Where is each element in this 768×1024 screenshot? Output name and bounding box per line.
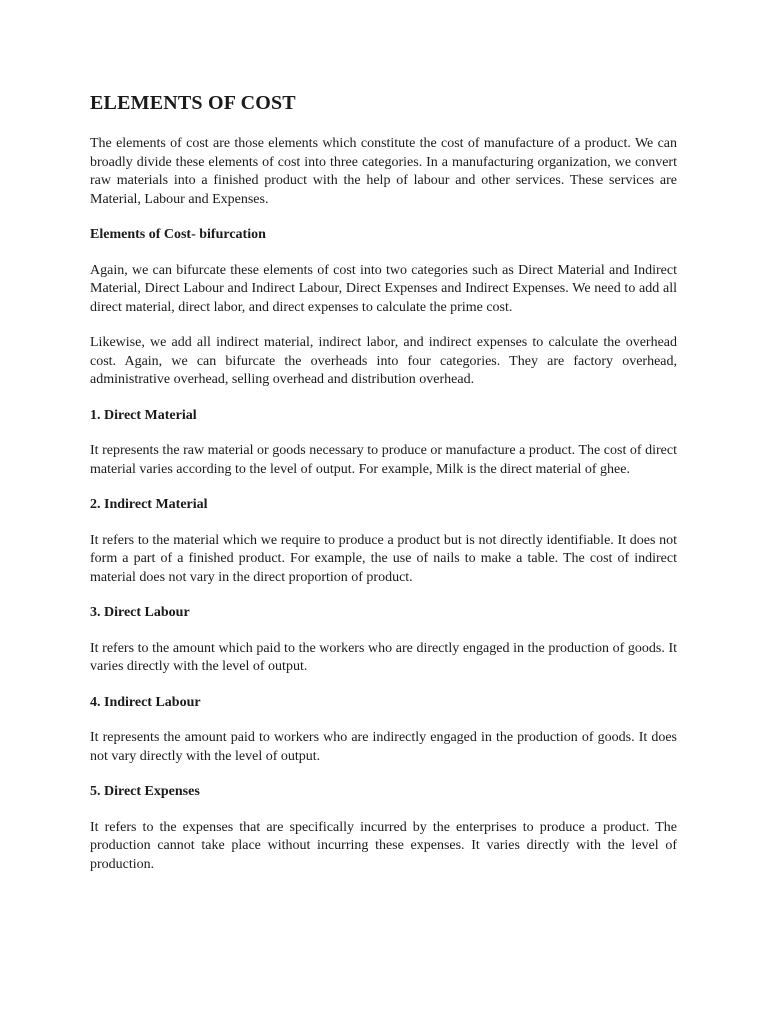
section-direct-material: [90, 407, 677, 480]
section-heading: 5. Direct Expenses: [90, 784, 200, 799]
section-direct-expenses: [90, 783, 677, 874]
section-direct-labour: [90, 604, 677, 677]
section-indirect-labour: [90, 694, 677, 767]
document-page: [90, 92, 677, 891]
section-heading: 3. Direct Labour: [90, 605, 190, 620]
document-title: ELEMENTS OF COST: [90, 92, 296, 114]
section-indirect-material: [90, 496, 677, 587]
section-heading: 2. Indirect Material: [90, 497, 208, 512]
section-paragraph: It represents the raw material or goods necessary to produce or manufacture a product. The cost of direct material varies according to the level of output. For example, Milk is the direct material of ghee.: [90, 443, 677, 477]
section-paragraph: It refers to the material which we require to produce a product but is not directly identifiable. It does not form a part of a finished product. For example, the use of nails to make a table. The cost of indirect material does not vary in the direct proportion of product.: [90, 532, 677, 585]
section-paragraph: It refers to the amount which paid to the workers who are directly engaged in the production of goods. It varies directly with the level of output.: [90, 640, 677, 674]
section-paragraph: It refers to the expenses that are specifically incurred by the enterprises to produce a product. The production cannot take place without incurring these expenses. It varies directly with the level of production.: [90, 819, 677, 872]
section-heading: 4. Indirect Labour: [90, 694, 201, 710]
bifurcation-heading: Elements of Cost- bifurcation: [90, 227, 266, 242]
bifurcation-paragraph-2: Likewise, we add all indirect material, indirect labor, and indirect expenses to calculate the overhead cost. Again, we can bifurcate the overheads into four categories. They are factory overhead, administrative overhead, selling overhead and distribution overhead.: [90, 335, 677, 387]
intro-paragraph: The elements of cost are those elements which constitute the cost of manufacture of a product. We can broadly divide these elements of cost into three categories. In a manufacturing organization, we convert raw materials into a finished product with the help of labour and other services. These services are Material, Labour and Expenses.: [90, 136, 677, 207]
section-heading: 1. Direct Material: [90, 407, 197, 423]
section-paragraph: It represents the amount paid to workers who are indirectly engaged in the production of goods. It does not vary directly with the level of output.: [90, 730, 677, 764]
bifurcation-paragraph-1: Again, we can bifurcate these elements of cost into two categories such as Direct Material and Indirect Material, Direct Labour and Indirect Labour, Direct Expenses and Indirect Expenses. We need to add all direct material, direct labor, and direct expenses to calculate the prime cost.: [90, 262, 677, 315]
